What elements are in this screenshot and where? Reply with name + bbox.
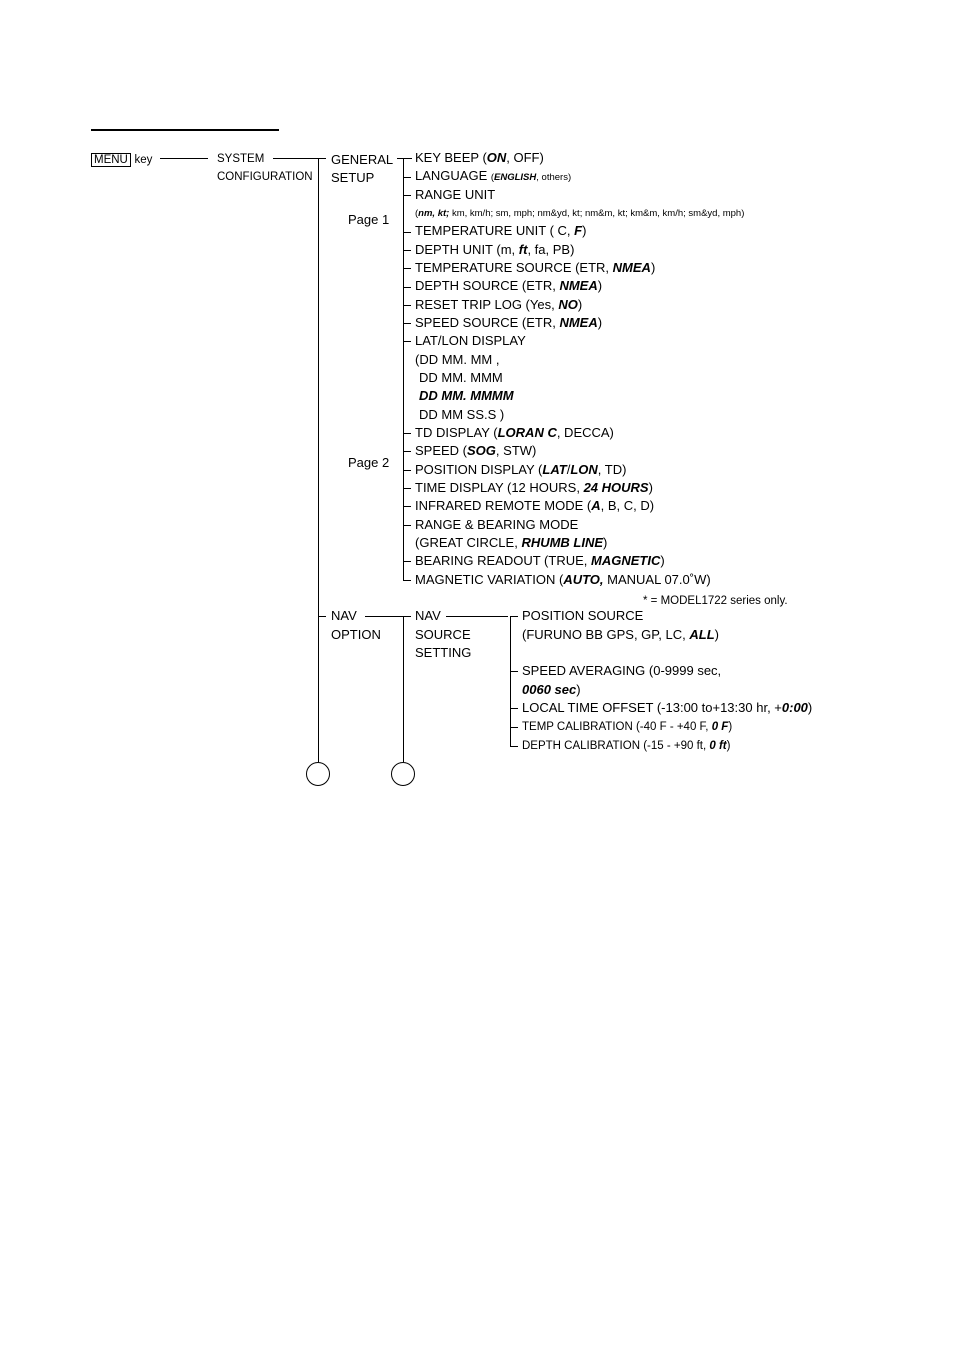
tick-depth-unit (403, 250, 411, 251)
nav-option-line2: OPTION (331, 627, 381, 642)
tick-infrared (403, 506, 411, 507)
tick-range-unit (403, 195, 411, 196)
menu-key-label (91, 151, 152, 168)
tick-td-display (403, 433, 411, 434)
tick-position-display (403, 470, 411, 471)
td-display-item: TD DISPLAY (LORAN C, DECCA) (415, 425, 614, 440)
position-source-item: POSITION SOURCE (522, 608, 644, 623)
key-beep-item: KEY BEEP (ON, OFF) (415, 150, 544, 165)
range-unit-item: RANGE UNIT (415, 187, 496, 202)
trunk-nav-source (403, 616, 404, 762)
tick-depth-source (403, 287, 411, 288)
nav-option-line1: NAV (331, 608, 357, 623)
temp-unit-item: TEMPERATURE UNIT ( C, F) (415, 223, 587, 238)
nav-source-line1: NAV (415, 608, 441, 623)
menu-key-box: MENU (91, 153, 131, 167)
nav-source-line2: SOURCE (415, 627, 471, 642)
tick-nav-option (318, 616, 326, 617)
tick-time-display (403, 488, 411, 489)
continuation-circle-1 (306, 762, 330, 786)
system-config-line2: CONFIGURATION (217, 171, 313, 183)
nav-source-line3: SETTING (415, 645, 472, 660)
tick-language (403, 177, 411, 178)
temp-source-item: TEMPERATURE SOURCE (ETR, NMEA) (415, 260, 656, 275)
tick-temp-source (403, 268, 411, 269)
speed-source-item: SPEED SOURCE (ETR, NMEA) (415, 315, 603, 330)
header-rule (91, 129, 279, 131)
tick-latlon (403, 341, 411, 342)
temp-cal-item: TEMP CALIBRATION (-40 F - +40 F, 0 F) (522, 721, 733, 733)
speed-avg-default: 0060 sec) (522, 682, 581, 697)
connector-nav-option-source (365, 616, 403, 617)
infrared-item: INFRARED REMOTE MODE (A, B, C, D) (415, 498, 655, 513)
tick-bearing-readout (403, 561, 411, 562)
position-source-options: (FURUNO BB GPS, GP, LC, ALL) (522, 627, 719, 642)
tick-key-beep (403, 158, 411, 159)
tick-nav-source (403, 616, 411, 617)
latlon-opt1: (DD MM. MM , (415, 352, 500, 367)
menu-key-suffix: key (134, 154, 153, 166)
speed-avg-item: SPEED AVERAGING (0-9999 sec, (522, 663, 722, 678)
local-time-item: LOCAL TIME OFFSET (-13:00 to+13:30 hr, +0:00) (522, 700, 813, 715)
range-bearing-item: RANGE & BEARING MODE (415, 517, 579, 532)
reset-trip-item: RESET TRIP LOG (Yes, NO) (415, 297, 583, 312)
system-config-line1: SYSTEM (217, 153, 265, 165)
latlon-item: LAT/LON DISPLAY (415, 333, 526, 348)
general-setup-line1: GENERAL (331, 152, 394, 167)
language-item: LANGUAGE (ENGLISH, others) (415, 168, 572, 183)
range-unit-options: (nm, kt; km, km/h; sm, mph; nm&yd, kt; nm&m, kt; km&m, km/h; sm&yd, mph) (415, 208, 745, 219)
trunk-items (403, 158, 404, 580)
tick-reset-trip (403, 305, 411, 306)
tick-range-bearing (403, 525, 411, 526)
tick-speed-avg (510, 671, 518, 672)
tick-speed (403, 451, 411, 452)
depth-unit-item: DEPTH UNIT (m, ft, fa, PB) (415, 242, 575, 257)
bearing-readout-item: BEARING READOUT (TRUE, MAGNETIC) (415, 553, 665, 568)
trunk-col1 (318, 158, 319, 762)
tick-local-time (510, 708, 518, 709)
mag-variation-item: MAGNETIC VARIATION (AUTO, MANUAL 07.0˚W) (415, 572, 711, 587)
connector-nav-source-items (446, 616, 508, 617)
time-display-item: TIME DISPLAY (12 HOURS, 24 HOURS) (415, 480, 653, 495)
tick-temp-unit (403, 232, 411, 233)
range-bearing-options: (GREAT CIRCLE, RHUMB LINE) (415, 535, 608, 550)
depth-cal-item: DEPTH CALIBRATION (-15 - +90 ft, 0 ft) (522, 740, 731, 752)
tick-speed-source (403, 323, 411, 324)
position-display-item: POSITION DISPLAY (LAT/LON, TD) (415, 462, 627, 477)
tick-temp-cal (510, 727, 518, 728)
tick-position-source (510, 616, 518, 617)
latlon-opt2: DD MM. MMM (419, 370, 503, 385)
tick-depth-cal (510, 746, 518, 747)
connector-menu-system (160, 158, 208, 159)
speed-item: SPEED (SOG, STW) (415, 443, 537, 458)
tick-mag-variation (403, 580, 411, 581)
page1-label: Page 1 (348, 212, 390, 227)
latlon-opt4: DD MM SS.S ) (419, 407, 505, 422)
footnote: * = MODEL1722 series only. (643, 595, 788, 607)
depth-source-item: DEPTH SOURCE (ETR, NMEA) (415, 278, 603, 293)
page2-label: Page 2 (348, 455, 390, 470)
continuation-circle-2 (391, 762, 415, 786)
latlon-opt3: DD MM. MMMM (419, 388, 514, 403)
general-setup-line2: SETUP (331, 170, 375, 185)
